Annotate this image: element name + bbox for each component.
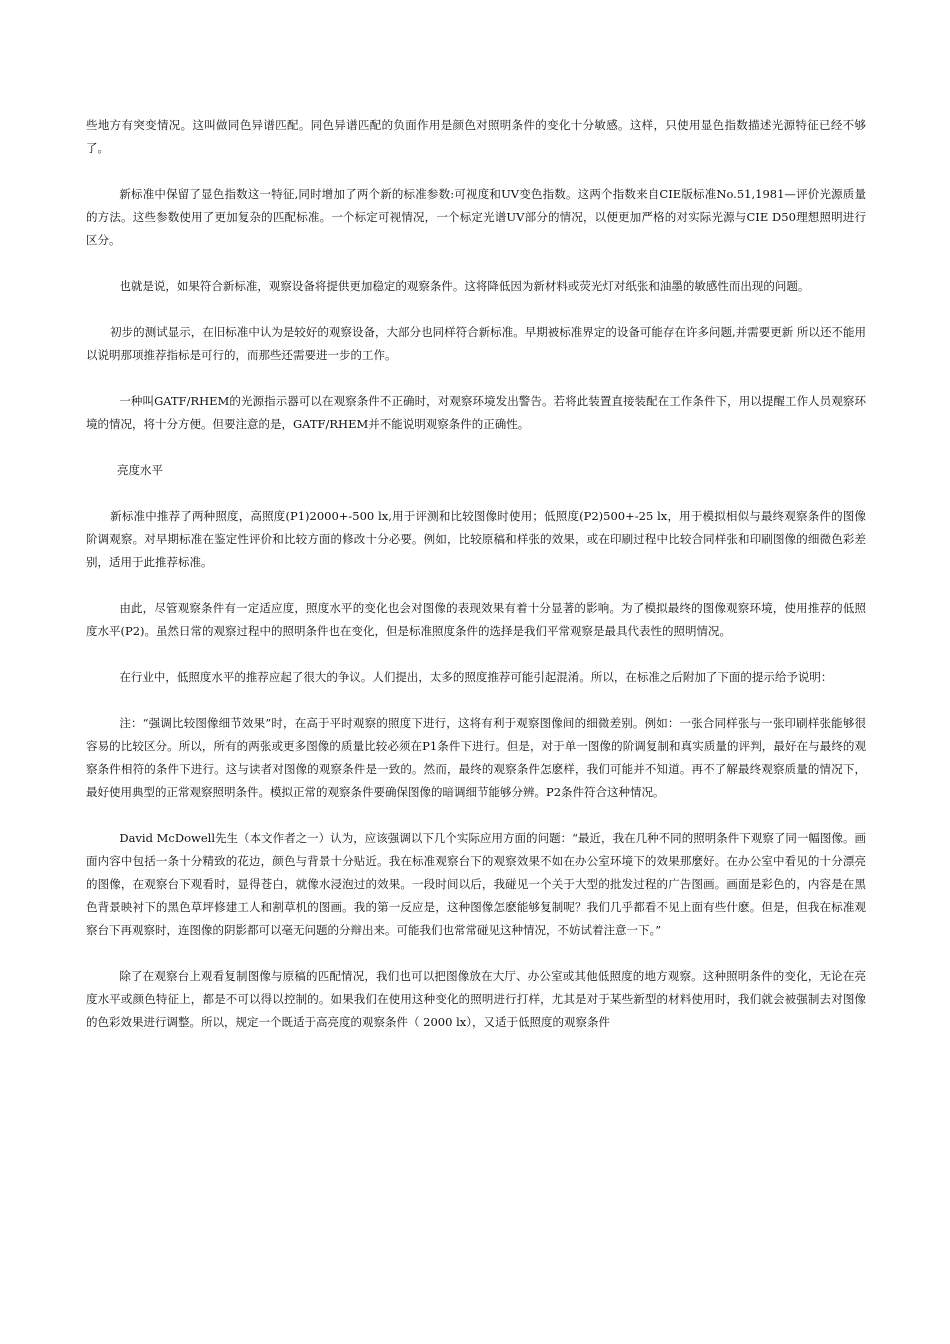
paragraph-initial-tests: 初步的测试显示，在旧标准中认为是较好的观察设备，大部分也同样符合新标准。早期被标准界定的设备可能存在许多问题,并需要更新 所以还不能用以说明那项推荐指标是可行的，而那些还需要进一步的工作。: [86, 325, 866, 362]
paragraph-metamerism: 些地方有突变情况。这叫做同色异谱匹配。同色异谱匹配的负面作用是颜色对照明条件的变化十分敏感。这样，只使用显色指数描述光源特征已经不够了。: [86, 118, 866, 155]
paragraph-new-indices: 新标准中保留了显色指数这一特征,同时增加了两个新的标准参数:可视度和UV变色指数。这两个指数来自CIE版标准No.51,1981—评价光源质量的方法。这些参数使用了更加复杂的匹配标准。一个标定可视情况，一个标定光谱UV部分的情况，以便更加严格的对实际光源与CIE D50理想照明进行区分。: [86, 187, 866, 247]
paragraph-gatf-rhem: 一种叫GATF/RHEM的光源指示器可以在观察条件不正确时，对观察环境发出警告。若将此装置直接装配在工作条件下，用以提醒工作人员观察环境的情况，将十分方便。但要注意的是，GATF/RHEM并不能说明观察条件的正确性。: [86, 394, 866, 431]
paragraph-note: 注：“强调比较图像细节效果”时，在高于平时观察的照度下进行，这将有利于观察图像间的细微差别。例如：一张合同样张与一张印刷样张能够很容易的比较区分。所以，所有的两张或更多图像的质量比较必须在P1条件下进行。但是，对于单一图像的阶调复制和真实质量的评判，最好在与最终的观察条件相符的条件下进行。这与读者对图像的观察条件是一致的。然而，最终的观察条件怎麽样，我们可能并不知道。再不了解最终观察质量的情况下，最好使用典型的正常观察照明条件。模拟正常的观察条件要确保图像的暗调细节能够分辨。P2条件符合这种情况。: [86, 716, 866, 799]
paragraph-mcdowell-quote: David McDowell先生（本文作者之一）认为，应该强调以下几个实际应用方面的问题：“最近，我在几种不同的照明条件下观察了同一幅图像。画面内容中包括一条十分精致的花边，颜色与背景十分贴近。我在标准观察台下的观察效果不如在办公室环境下的效果那麼好。在办公室中看见的十分漂亮的图像，在观察台下观看时，显得苍白，就像水浸泡过的效果。一段时间以后，我碰见一个关于大型的批发过程的广告图画。画面是彩色的，内容是在黑色背景映衬下的黑色草坪修建工人和割草机的图画。我的第一反应是，这种图像怎麽能够复制呢？我们几乎都看不见上面有些什麽。但是，但我在标准观察台下再观察时，连图像的阴影都可以毫无问题的分辩出来。可能我们也常常碰见这种情况，不妨试着注意一下。”: [86, 831, 866, 937]
paragraph-industry-debate: 在行业中，低照度水平的推荐应起了很大的争议。人们提出，太多的照度推荐可能引起混淆。所以，在标准之后附加了下面的提示给予说明：: [119, 670, 833, 684]
section-heading-brightness: 亮度水平: [117, 463, 163, 477]
paragraph-stable-conditions: 也就是说，如果符合新标准，观察设备将提供更加稳定的观察条件。这将降低因为新材料或荧光灯对纸张和油墨的敏感性而出现的问题。: [119, 279, 810, 293]
paragraph-matching-conditions: 除了在观察台上观看复制图像与原稿的匹配情况，我们也可以把图像放在大厅、办公室或其他低照度的地方观察。这种照明条件的变化，无论在亮度水平或颜色特征上，都是不可以得以控制的。如果我们在使用这种变化的照明进行打样，尤其是对于某些新型的材料使用时，我们就会被强制去对图像的色彩效果进行调整。所以，规定一个既适于高亮度的观察条件（ 2000 lx），又适于低照度的观察条件: [86, 969, 866, 1029]
document-page: [86, 114, 866, 1057]
paragraph-low-illuminance: 由此，尽管观察条件有一定适应度，照度水平的变化也会对图像的表现效果有着十分显著的影响。为了模拟最终的图像观察环境，使用推荐的低照度水平(P2)。虽然日常的观察过程中的照明条件也在变化，但是标准照度条件的选择是我们平常观察是最具代表性的照明情况。: [86, 601, 866, 638]
paragraph-illuminance-levels: 新标准中推荐了两种照度，高照度(P1)2000+-500 lx,用于评测和比较图像时使用；低照度(P2)500+-25 lx，用于模拟相似与最终观察条件的图像阶调观察。对早期标准在鉴定性评价和比较方面的修改十分必要。例如，比较原稿和样张的效果，或在印刷过程中比较合同样张和印刷图像的细微色彩差别，适用于此推荐标准。: [86, 509, 866, 569]
